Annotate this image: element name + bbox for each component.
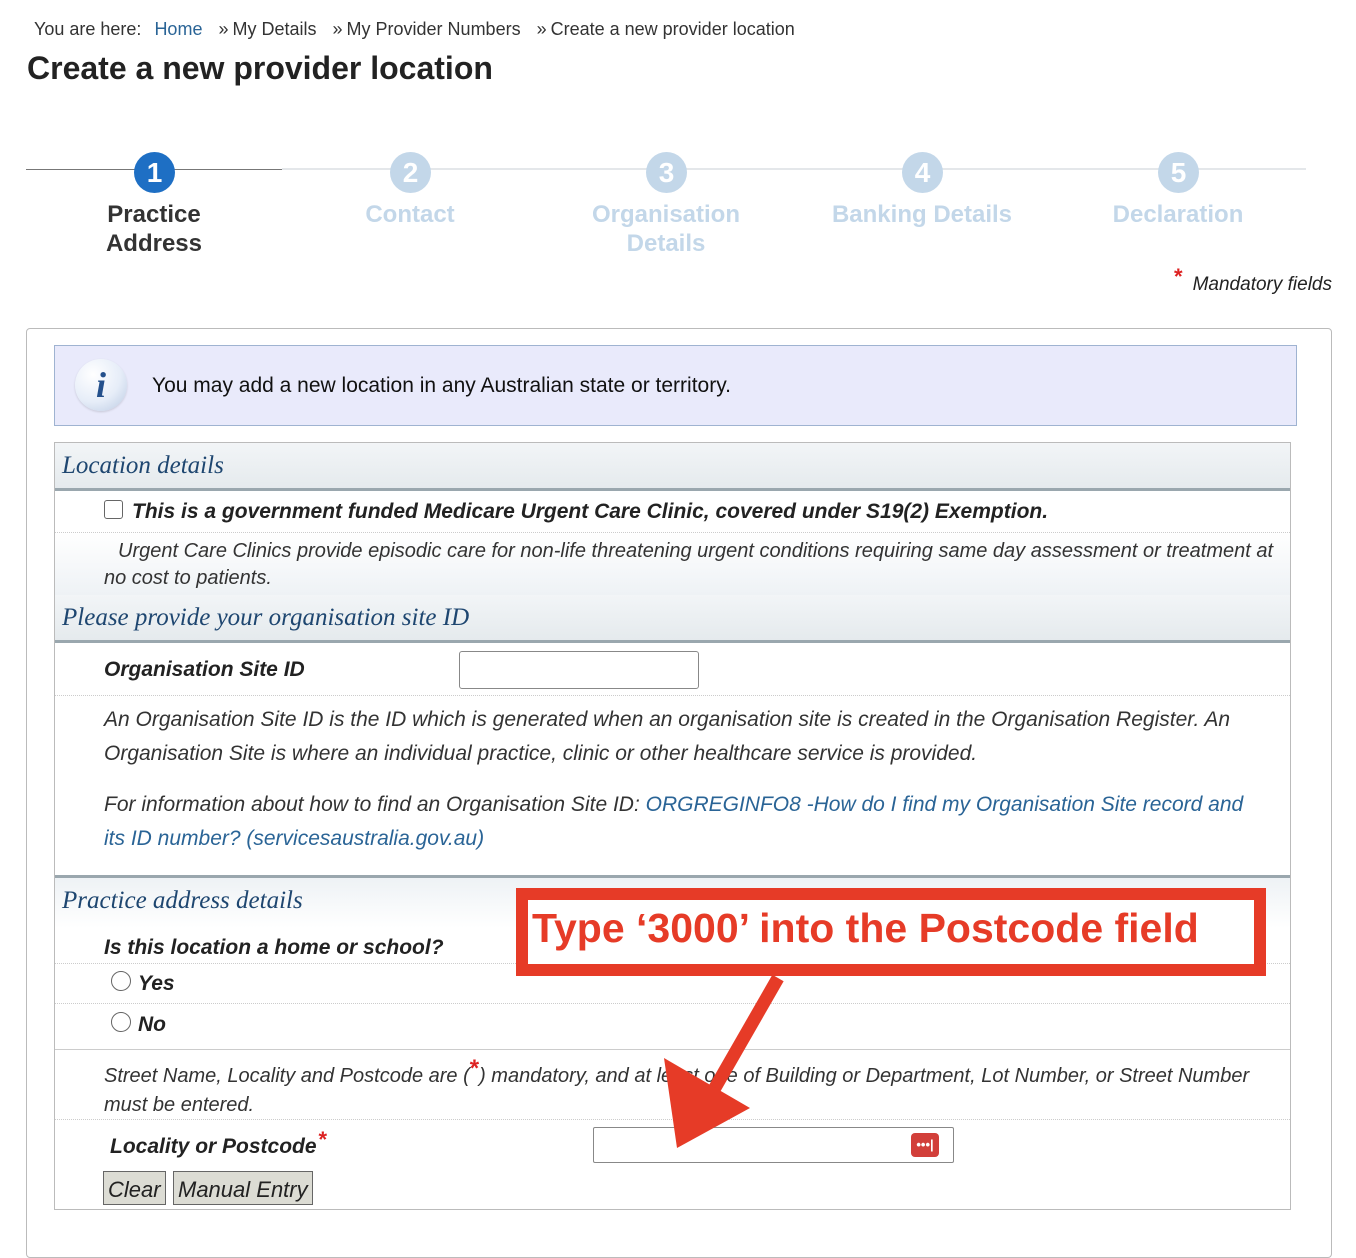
step-label: Contact [365, 201, 455, 228]
step-number-circle: 5 [1158, 152, 1199, 193]
info-text: You may add a new location in any Australian state or territory. [152, 374, 731, 397]
radio-yes-label[interactable]: Yes [138, 972, 175, 995]
site-id-help-text: An Organisation Site ID is the ID which is generated when an organisation site is created in the Organisation Register. An Organisation Site is where an individual practice, clinic or other healthcare service is provided. [104, 708, 1231, 765]
step-number-circle: 3 [646, 152, 687, 193]
instruction-callout-text: Type ‘3000’ into the Postcode field [532, 905, 1199, 951]
step-number-circle: 4 [902, 152, 943, 193]
step-number-circle: 1 [134, 152, 175, 193]
breadcrumb-separator: » [218, 19, 229, 39]
breadcrumb-prefix: You are here: [34, 19, 142, 39]
page-title: Create a new provider location [27, 50, 493, 86]
step-label: Organisation Details [591, 201, 741, 257]
radio-no-label[interactable]: No [138, 1013, 166, 1036]
breadcrumb-separator: » [536, 19, 547, 39]
required-star: * [318, 1127, 328, 1152]
breadcrumb-separator: » [332, 19, 343, 39]
step-number-circle: 2 [390, 152, 431, 193]
breadcrumb-my-details: My Details [232, 19, 317, 39]
urgent-care-description: Urgent Care Clinics provide episodic care for non-life threatening urgent conditions requiring same day assessment or treatment at no cost to patients. [104, 540, 1274, 589]
home-school-question: Is this location a home or school? [104, 936, 444, 959]
section-header-site-id: Please provide your organisation site ID [55, 595, 1290, 643]
step-label: Practice Address [105, 201, 203, 257]
step-label: Declaration [1112, 201, 1244, 228]
required-star: * [1174, 264, 1183, 289]
password-manager-icon[interactable]: •••| [911, 1133, 939, 1157]
section-header-practice-address: Practice address details [55, 878, 1290, 928]
step-label: Banking Details [831, 201, 1013, 228]
section-header-location-details: Location details [55, 443, 1290, 491]
address-note-part2: ) mandatory, and at least one of Building or Department, Lot Number, or Street Number must be entered. [104, 1065, 1250, 1116]
info-icon: i [75, 359, 127, 411]
urgent-care-checkbox-label[interactable]: This is a government funded Medicare Urgent Care Clinic, covered under S19(2) Exemption. [132, 500, 1049, 523]
mandatory-fields-text: Mandatory fields [1192, 274, 1332, 295]
breadcrumb-provider-numbers: My Provider Numbers [346, 19, 521, 39]
address-note-part1: Street Name, Locality and Postcode are ( [104, 1065, 470, 1087]
breadcrumb-home-link[interactable]: Home [154, 19, 203, 39]
site-id-label: Organisation Site ID [104, 658, 305, 681]
site-id-info-prefix: For information about how to find an Organisation Site ID: [104, 793, 646, 816]
clear-button[interactable]: Clear [103, 1171, 166, 1205]
orgreginfo8-link[interactable]: ORGREGINFO8 -How do I find my Organisation Site record and its ID number? (servicesaustralia.gov.au) [104, 793, 1244, 850]
locality-label-text: Locality or Postcode [110, 1135, 317, 1158]
manual-entry-button[interactable]: Manual Entry [173, 1171, 313, 1205]
required-star: * [469, 1055, 480, 1082]
breadcrumb-current: Create a new provider location [550, 19, 795, 39]
